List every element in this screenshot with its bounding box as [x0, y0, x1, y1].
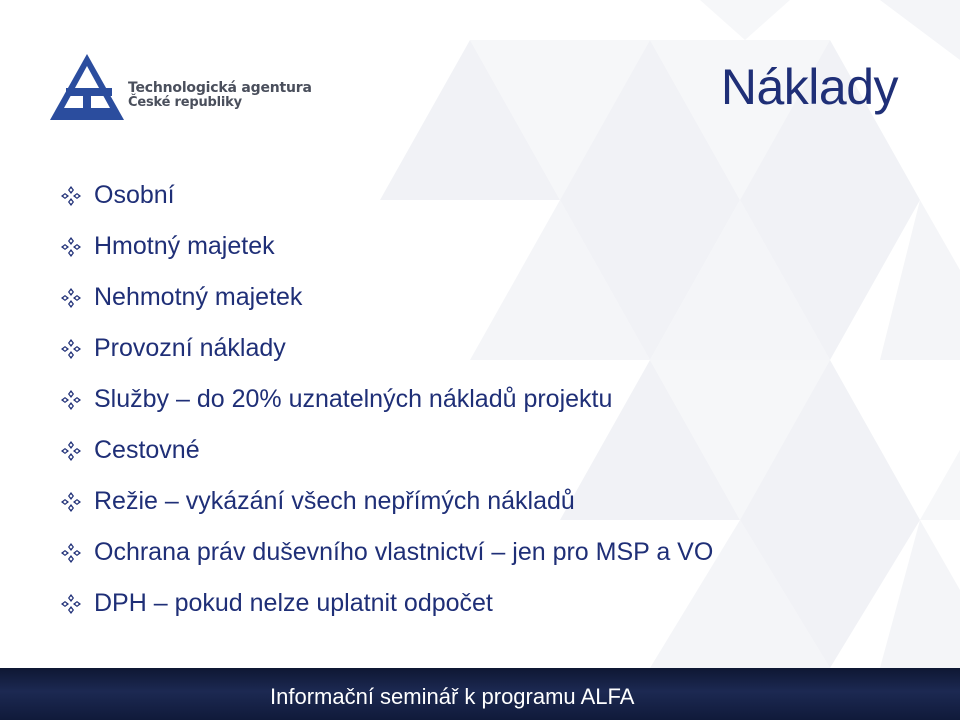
bullet-list [60, 170, 713, 629]
bullet-text: Ochrana práv duševního vlastnictví – jen pro MSP a VO [94, 538, 714, 566]
bullet-text: Cestovné [94, 436, 200, 464]
bullet-item [60, 425, 713, 476]
bullet-text: DPH – pokud nelze uplatnit odpočet [94, 589, 493, 617]
footer-text: Informační seminář k programu ALFA [270, 684, 635, 709]
bullet-item [60, 170, 713, 221]
four-diamond-bullet-icon [60, 287, 82, 309]
logo-text [128, 80, 312, 111]
bullet-text: Hmotný majetek [94, 232, 275, 260]
bullet-text: Služby – do 20% uznatelných nákladů projektu [94, 385, 613, 413]
bullet-text: Osobní [94, 181, 175, 209]
bullet-item [60, 527, 713, 578]
four-diamond-bullet-icon [60, 185, 82, 207]
four-diamond-bullet-icon [60, 593, 82, 615]
four-diamond-bullet-icon [60, 491, 82, 513]
bullet-text: Provozní náklady [94, 334, 286, 362]
bullet-item [60, 578, 713, 629]
logo-line-1: Technologická agentura [128, 80, 312, 96]
four-diamond-bullet-icon [60, 389, 82, 411]
agency-logo [48, 52, 312, 124]
bullet-item [60, 221, 713, 272]
bullet-item [60, 272, 713, 323]
four-diamond-bullet-icon [60, 542, 82, 564]
bullet-text: Nehmotný majetek [94, 283, 303, 311]
four-diamond-bullet-icon [60, 440, 82, 462]
bullet-text: Režie – vykázání všech nepřímých nákladů [94, 487, 575, 515]
bullet-item [60, 476, 713, 527]
bullet-item [60, 323, 713, 374]
slide-title: Náklady [720, 59, 898, 115]
bullet-item [60, 374, 713, 425]
four-diamond-bullet-icon [60, 236, 82, 258]
four-diamond-bullet-icon [60, 338, 82, 360]
tacr-triangle-logo-icon [48, 52, 126, 122]
logo-line-2: České republiky [128, 95, 242, 111]
